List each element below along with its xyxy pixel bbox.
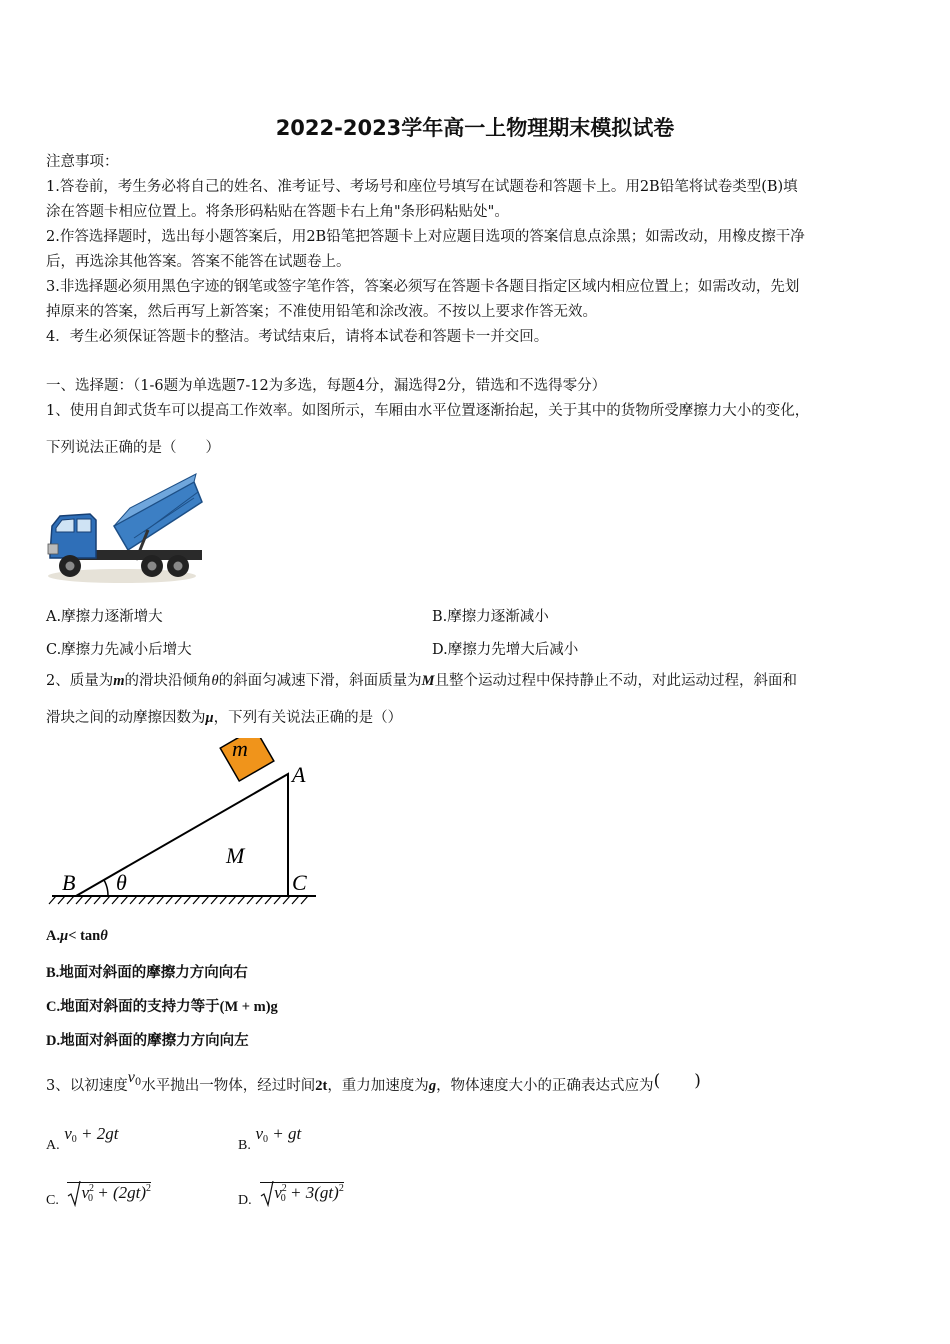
exponent: 2	[146, 1183, 152, 1194]
ground-hatch	[184, 896, 191, 904]
label-big-m: M	[226, 843, 245, 868]
ground-hatch	[211, 896, 218, 904]
ground-hatch	[193, 896, 200, 904]
text-span: 且整个运动过程中保持静止不动，对此运动过程，斜面和	[434, 673, 798, 689]
ground-hatch	[238, 896, 245, 904]
mu-symbol: μ	[205, 710, 214, 726]
ground-hatch	[94, 896, 101, 904]
q3-option-d	[238, 1182, 344, 1208]
label-theta: θ	[116, 870, 127, 895]
option-letter: A.	[46, 928, 61, 944]
v0-symbol: v	[64, 1124, 72, 1143]
text-span: ，下列有关说法正确的是（）	[213, 710, 403, 726]
sqrt-icon	[260, 1181, 274, 1207]
expression: + gt	[272, 1124, 302, 1143]
v0-subscript: 0	[134, 1077, 142, 1088]
formula	[255, 1124, 301, 1143]
ground-hatch	[256, 896, 263, 904]
notice-line: 1.答卷前，考生务必将自己的姓名、准考证号、考场号和座位号填写在试题卷和答题卡上。用2B铅笔将试卷类型(B)填	[46, 179, 798, 195]
question-2-text	[46, 708, 908, 728]
notice-line: 4．考生必须保证答题卡的整洁。考试结束后，请将本试卷和答题卡一并交回。	[46, 329, 549, 345]
ground-hatch	[103, 896, 110, 904]
page-title: 2022-2023学年高一上物理期末模拟试卷	[275, 116, 675, 140]
g-symbol: g	[428, 1078, 437, 1094]
ground-hatch	[121, 896, 128, 904]
sqrt-formula	[67, 1182, 151, 1204]
ground-hatch	[292, 896, 299, 904]
v0-symbol: v	[81, 1183, 89, 1202]
text-span: C.地面对斜面的支持力等于	[46, 999, 220, 1015]
option-letter: D.	[238, 1193, 252, 1208]
ground-hatch	[148, 896, 155, 904]
q2-option-b: B.地面对斜面的摩擦力方向向右	[46, 965, 248, 981]
ground-hatch	[283, 896, 290, 904]
section-heading: 一、选择题：（1-6题为单选题7-12为多选，每题4分，漏选得2分，错选和不选得零分）	[46, 378, 607, 394]
question-2-text	[46, 671, 908, 691]
ground-hatch	[58, 896, 65, 904]
notice-heading: 注意事项：	[46, 154, 119, 170]
text-span: 2、质量为	[46, 673, 114, 689]
ground-hatch	[220, 896, 227, 904]
notice-line: 涂在答题卡相应位置上。将条形码粘贴在答题卡右上角"条形码粘贴处"。	[46, 204, 509, 220]
text-span: ，物体速度大小的正确表达式应为	[436, 1078, 654, 1094]
expression: + 2gt	[81, 1124, 119, 1143]
formula: (M + m)g	[219, 999, 278, 1015]
label-c: C	[292, 870, 307, 895]
q2-option-c	[46, 995, 278, 1016]
ground-hatch	[265, 896, 272, 904]
option-letter: A.	[46, 1138, 60, 1153]
formula	[64, 1124, 118, 1143]
question-1-text: 下列说法正确的是（ ）	[46, 440, 220, 456]
notice-line: 掉原来的答案，然后再写上新答案；不准使用铅笔和涂改液。不按以上要求作答无效。	[46, 304, 597, 320]
question-1-text: 1、使用自卸式货车可以提高工作效率。如图所示，车厢由水平位置逐渐抬起，关于其中的货物所受摩擦力大小的变化，	[46, 403, 810, 419]
q3-option-a	[46, 1124, 119, 1153]
text-span: < tan	[68, 928, 101, 944]
text-span: 水平抛出一物体，经过时间	[141, 1078, 316, 1094]
text-span: 的滑块沿倾角	[124, 673, 212, 689]
v0-symbol: v	[274, 1183, 282, 1202]
q1-option-d: D.摩擦力先增大后减小	[432, 642, 579, 658]
sqrt-formula	[260, 1182, 344, 1204]
ground-hatch	[301, 896, 308, 904]
ground-hatch	[112, 896, 119, 904]
theta-symbol: θ	[211, 673, 219, 689]
label-b: B	[62, 870, 76, 895]
mass-symbol: M	[421, 673, 435, 689]
ground-hatch	[130, 896, 137, 904]
label-m: m	[232, 738, 248, 761]
ground-hatch	[202, 896, 209, 904]
ground-hatch	[229, 896, 236, 904]
sqrt-icon	[67, 1181, 81, 1207]
question-3-text	[46, 1069, 908, 1101]
v0-subscript: 0	[263, 1134, 268, 1145]
v0-symbol: v	[127, 1069, 135, 1086]
ground-hatch	[67, 896, 74, 904]
text-span: ，重力加速度为	[327, 1078, 429, 1094]
v0-subscript: 0	[71, 1134, 77, 1145]
exponent: 2	[338, 1183, 344, 1194]
q3-option-c	[46, 1182, 152, 1208]
v0-symbol: v	[255, 1124, 263, 1143]
label-a: A	[292, 762, 306, 787]
q3-option-b	[238, 1124, 302, 1153]
answer-parentheses: ( )	[653, 1071, 701, 1091]
theta-symbol: θ	[100, 928, 108, 944]
q1-option-a: A.摩擦力逐渐增大	[46, 609, 163, 625]
ground-hatch	[76, 896, 83, 904]
q2-option-a	[46, 928, 108, 945]
text-span: 3、以初速度	[46, 1078, 128, 1094]
ground-hatch	[175, 896, 182, 904]
q2-option-d: D.地面对斜面的摩擦力方向向左	[46, 1033, 249, 1049]
mu-symbol: μ	[60, 928, 69, 944]
time-symbol: 2t	[315, 1078, 328, 1094]
v0-subscript: 0	[280, 1193, 286, 1204]
q1-option-b: B.摩擦力逐渐减小	[432, 609, 549, 625]
ground-hatch	[49, 896, 56, 904]
option-letter: B.	[238, 1138, 251, 1153]
mass-symbol: m	[113, 673, 125, 689]
expression: + 3(gt)	[290, 1183, 339, 1202]
exponent: 2	[281, 1183, 287, 1194]
notice-line: 2.作答选择题时，选出每小题答案后，用2B铅笔把答题卡上对应题目选项的答案信息点涂黑；如需改动，用橡皮擦干净	[46, 229, 805, 245]
option-letter: C.	[46, 1193, 59, 1208]
ground-hatch	[247, 896, 254, 904]
text-span: 滑块之间的动摩擦因数为	[46, 710, 206, 726]
ground-hatch	[166, 896, 173, 904]
ground-hatch	[274, 896, 281, 904]
incline-diagram	[46, 738, 321, 910]
exponent: 2	[89, 1183, 94, 1194]
text-span: 的斜面匀减速下滑，斜面质量为	[218, 673, 422, 689]
dump-truck-image	[44, 468, 204, 586]
ground-hatch	[85, 896, 92, 904]
v0-subscript: 0	[88, 1193, 93, 1204]
notice-line: 3.非选择题必须用黑色字迹的钢笔或签字笔作答，答案必须写在答题卡各题目指定区域内相应位置上；如需改动，先划	[46, 279, 800, 295]
expression: + (2gt)	[97, 1183, 147, 1202]
ground-hatch	[139, 896, 146, 904]
q1-option-c: C.摩擦力先减小后增大	[46, 642, 192, 658]
ground-hatch	[157, 896, 164, 904]
notice-line: 后，再选涂其他答案。答案不能答在试题卷上。	[46, 254, 351, 270]
